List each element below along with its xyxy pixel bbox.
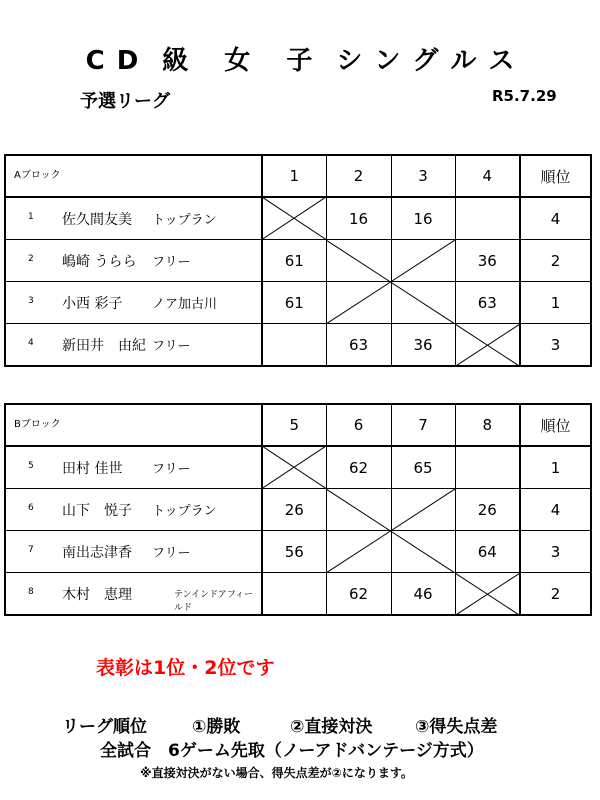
player-club: フリー (152, 339, 191, 354)
score-cell (326, 489, 391, 531)
table-row (5, 573, 591, 616)
rank-value: 4 (520, 197, 591, 240)
score-value: 26 (477, 500, 497, 519)
rank-header: 順位 (520, 404, 591, 446)
score-cell (391, 197, 455, 240)
subtitle: 予選リーグ (80, 91, 170, 112)
player-name: 木村 恵理 (62, 587, 132, 603)
title-char: D (116, 46, 139, 76)
score-cell (391, 573, 455, 616)
score-cell (262, 489, 326, 531)
match-format: 全試合 6ゲーム先取（ノーアドバンテージ方式） (100, 741, 484, 761)
player-name: 田村 佳世 (62, 461, 123, 477)
player-number: 6 (28, 503, 34, 513)
column-header-player-2: 2 (326, 155, 391, 197)
player-club: トップラン (152, 504, 217, 519)
score-value: 62 (348, 458, 369, 477)
rank-value: 2 (520, 240, 591, 282)
player-number: 7 (28, 545, 34, 555)
rules-label: リーグ順位 (62, 717, 147, 737)
player-number: 4 (28, 338, 34, 348)
score-cell (455, 489, 520, 531)
player-name: 小西 彩子 (62, 296, 123, 312)
player-number: 2 (28, 254, 34, 264)
score-value: 62 (348, 584, 369, 603)
score-cell (326, 324, 391, 367)
table-row (5, 197, 591, 240)
title-char: 級 (162, 46, 189, 76)
score-cell (455, 531, 520, 573)
rule-1: ①勝敗 (192, 717, 241, 737)
score-value: 36 (413, 335, 433, 354)
rule-3: ③得失点差 (415, 717, 498, 737)
column-header-player-3: 3 (391, 155, 455, 197)
title-char: ン (374, 46, 401, 76)
score-cell (262, 324, 326, 367)
score-cell (326, 573, 391, 616)
score-value: 46 (413, 584, 433, 603)
footnote: ※直接対決がない場合、得失点差が②になります。 (140, 766, 413, 780)
title-char: グ (412, 46, 439, 76)
player-number: 3 (28, 296, 34, 306)
title-char: ル (450, 46, 477, 76)
score-cell (455, 197, 520, 240)
block-b-table (4, 403, 592, 616)
score-value: 16 (348, 209, 369, 228)
score-cell (326, 282, 391, 324)
table-row (5, 240, 591, 282)
score-cell (262, 197, 326, 240)
event-date: R5.7.29 (492, 87, 557, 105)
score-cell (391, 324, 455, 367)
score-value: 26 (284, 500, 304, 519)
score-cell (262, 573, 326, 616)
score-value: 56 (284, 542, 304, 561)
title-char: 子 (286, 46, 313, 76)
score-value: 16 (413, 209, 433, 228)
award-notice: 表彰は1位・2位です (96, 657, 275, 679)
column-header-player-4: 4 (455, 155, 520, 197)
score-cell (391, 489, 455, 531)
title-char: ス (488, 46, 515, 76)
table-row (5, 489, 591, 531)
table-row (5, 531, 591, 573)
score-cell (455, 240, 520, 282)
score-cell (391, 446, 455, 489)
score-value: 61 (284, 293, 304, 312)
title-char: シ (336, 46, 363, 76)
player-name: 新田井 由紀 (62, 338, 146, 354)
score-cell (455, 446, 520, 489)
column-header-player-7: 7 (391, 404, 455, 446)
rank-value: 3 (520, 531, 591, 573)
player-name: 嶋崎 うらら (62, 254, 137, 270)
score-cell (326, 197, 391, 240)
score-cell (262, 240, 326, 282)
block-a-table (4, 154, 592, 367)
player-number: 1 (28, 212, 34, 222)
rank-value: 2 (520, 573, 591, 616)
player-name: 南出志津香 (62, 545, 132, 561)
score-cell (455, 573, 520, 616)
score-value: 36 (477, 251, 497, 270)
rank-value: 1 (520, 282, 591, 324)
rank-value: 3 (520, 324, 591, 367)
table-row (5, 446, 591, 489)
rank-header: 順位 (520, 155, 591, 197)
score-value: 61 (284, 251, 304, 270)
table-row (5, 282, 591, 324)
player-club: フリー (152, 255, 191, 270)
player-club: フリー (152, 462, 191, 477)
player-number: 8 (28, 587, 34, 597)
score-cell (391, 240, 455, 282)
score-cell (326, 446, 391, 489)
page-title (0, 40, 600, 77)
score-cell (326, 531, 391, 573)
score-cell (262, 531, 326, 573)
score-cell (455, 324, 520, 367)
player-club: ノア加古川 (152, 297, 218, 312)
score-value: 65 (413, 458, 433, 477)
column-header-player-5: 5 (262, 404, 326, 446)
title-char: C (85, 46, 105, 76)
block-label: Bブロック (14, 419, 61, 430)
score-cell (262, 446, 326, 489)
score-cell (326, 240, 391, 282)
block-label: Aブロック (14, 170, 61, 181)
score-cell (391, 282, 455, 324)
player-name: 佐久間友美 (62, 212, 132, 228)
score-value: 63 (348, 335, 369, 354)
rule-2: ②直接対決 (290, 717, 373, 737)
score-value: 63 (477, 293, 497, 312)
player-club: フリー (152, 546, 191, 561)
rank-value: 1 (520, 446, 591, 489)
score-cell (455, 282, 520, 324)
column-header-player-1: 1 (262, 155, 326, 197)
score-cell (391, 531, 455, 573)
player-number: 5 (28, 461, 34, 471)
title-char: 女 (224, 46, 251, 76)
column-header-player-8: 8 (455, 404, 520, 446)
player-name: 山下 悦子 (62, 503, 132, 519)
score-cell (262, 282, 326, 324)
rank-value: 4 (520, 489, 591, 531)
player-club: テンインドアフィールド (174, 590, 254, 613)
score-value: 64 (477, 542, 497, 561)
column-header-player-6: 6 (326, 404, 391, 446)
table-row (5, 324, 591, 367)
player-club: トップラン (152, 213, 217, 228)
